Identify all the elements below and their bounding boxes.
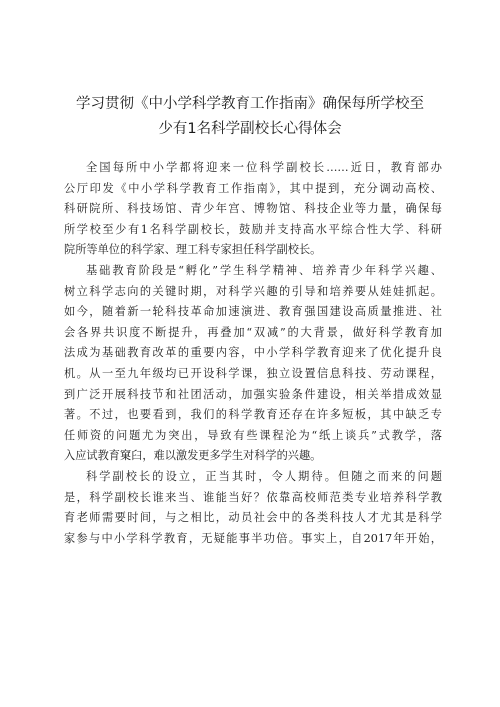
paragraph-line: 著。不过，也要看到，我们的科学教育还存在许多短板，其中缺乏专 — [64, 408, 442, 422]
paragraph-line: 树立科学志向的关键时期，对科学兴趣的引导和培养要从娃娃抓起。 — [64, 284, 442, 298]
document-title — [40, 92, 460, 142]
paragraph-line: 会各界共识度不断提升，再叠加“双减”的大背景，做好科学教育加 — [64, 325, 442, 339]
paragraph-line: 任师资的问题尤为突出，导致有些课程沦为“纸上谈兵”式教学，落 — [64, 428, 442, 442]
paragraph-line: 所学校至少有1名科学副校长，鼓励并支持高水平综合性大学、科研 — [64, 222, 442, 236]
document-body — [64, 158, 442, 549]
paragraph-line: 育老师需要时间，与之相比，动员社会中的各类科技人才尤其是科学 — [64, 511, 442, 525]
paragraph-line: 全国每所中小学都将迎来一位科学副校长……近日，教育部办 — [86, 161, 442, 174]
paragraph-3 — [64, 467, 442, 549]
paragraph-1 — [64, 158, 442, 261]
paragraph-line: 入应试教育窠臼，难以激发更多学生对科学的兴趣。 — [64, 449, 322, 463]
paragraph-line: 机。从一至九年级均已开设科学课，独立设置信息科技、劳动课程， — [64, 366, 442, 380]
paragraph-line: 如今，随着新一轮科技革命加速演进、教育强国建设高质量推进、社 — [64, 305, 442, 319]
paragraph-line: 是，科学副校长谁来当、谁能当好？依靠高校师范类专业培养科学教 — [64, 490, 442, 504]
paragraph-line: 家参与中小学科学教育，无疑能事半功倍。事实上，自2017年开始， — [64, 531, 442, 545]
paragraph-line: 基础教育阶段是“孵化”学生科学精神、培养青少年科学兴趣、 — [86, 263, 442, 277]
paragraph-line: 到广泛开展科技节和社团活动，加强实验条件建设，相关举措成效显 — [64, 387, 442, 401]
paragraph-line: 科学副校长的设立，正当其时，令人期待。但随之而来的问题 — [86, 469, 442, 483]
title-line-1: 学习贯彻《中小学科学教育工作指南》确保每所学校至 — [76, 96, 424, 112]
paragraph-line: 公厅印发《中小学科学教育工作指南》，其中提到，充分调动高校、 — [64, 181, 442, 195]
paragraph-line: 法成为基础教育改革的重要内容，中小学科学教育迎来了优化提升良 — [64, 346, 442, 360]
title-line-2: 少有1名科学副校长心得体会 — [158, 121, 342, 137]
paragraph-line: 科研院所、科技场馆、青少年宫、博物馆、科技企业等力量，确保每 — [64, 202, 442, 216]
paragraph-2 — [64, 261, 442, 467]
paragraph-line: 院所等单位的科学家、理工科专家担任科学副校长。 — [64, 243, 322, 257]
